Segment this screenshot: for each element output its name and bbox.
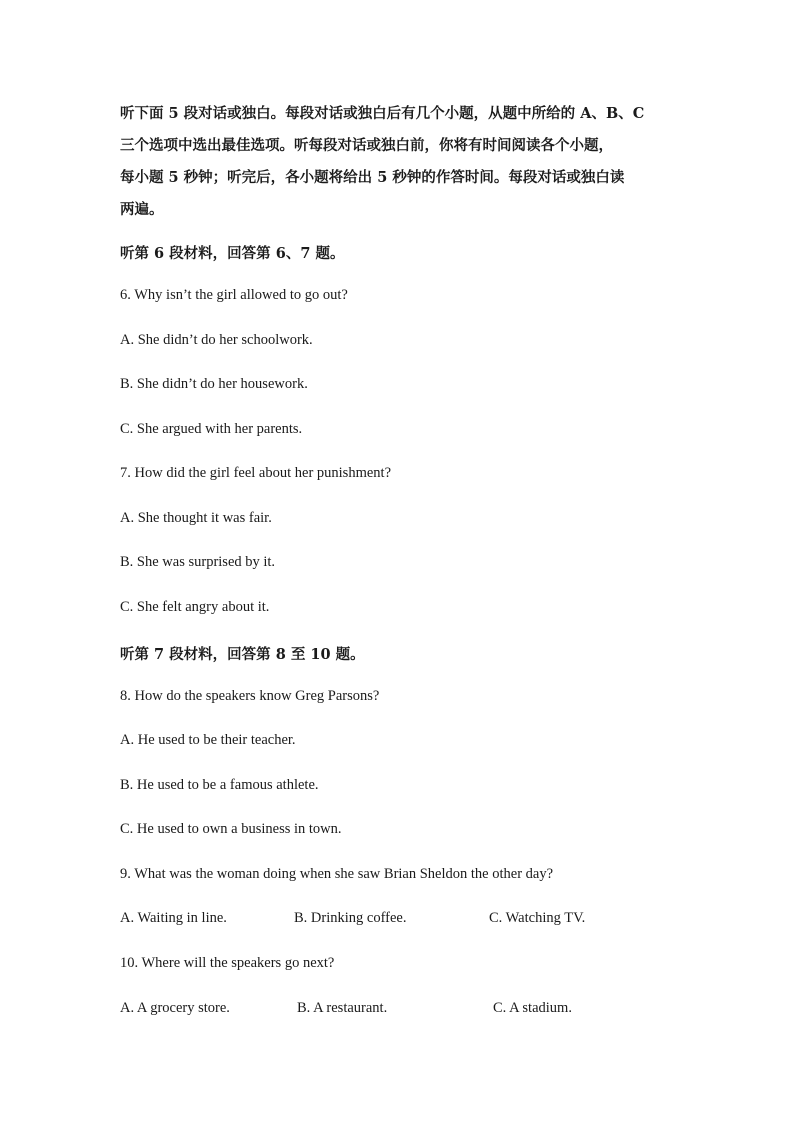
question-8-option-a: A. He used to be their teacher. — [120, 732, 296, 748]
question-9-option-b: B. Drinking coffee. — [294, 910, 407, 926]
question-7-stem: 7. How did the girl feel about her punishment? — [120, 465, 392, 481]
question-9-stem: 9. What was the woman doing when she saw Brian Sheldon the other day? — [120, 866, 554, 882]
question-10-option-a: A. A grocery store. — [120, 1000, 230, 1016]
question-6-option-a: A. She didn’t do her schoolwork. — [120, 332, 313, 348]
question-9-option-a: A. Waiting in line. — [120, 910, 227, 926]
section-7-heading: 听第 7 段材料，回答第 8 至 10 题。 — [120, 646, 365, 663]
question-7-option-b: B. She was surprised by it. — [120, 554, 276, 570]
question-6-stem: 6. Why isn’t the girl allowed to go out? — [120, 287, 348, 303]
directions-line-2: 三个选项中选出最佳选项。听每段对话或独白前，你将有时间阅读各个小题， — [120, 137, 613, 154]
directions-line-3: 每小题 5 秒钟；听完后，各小题将给出 5 秒钟的作答时间。每段对话或独白读 — [120, 169, 625, 186]
question-6-option-b: B. She didn’t do her housework. — [120, 376, 308, 392]
question-8-stem: 8. How do the speakers know Greg Parsons? — [120, 688, 380, 704]
question-6-option-c: C. She argued with her parents. — [120, 421, 303, 437]
question-8-option-b: B. He used to be a famous athlete. — [120, 777, 319, 793]
question-10-stem: 10. Where will the speakers go next? — [120, 955, 335, 971]
question-10-option-b: B. A restaurant. — [297, 1000, 388, 1016]
question-7-option-a: A. She thought it was fair. — [120, 510, 272, 526]
directions-line-1: 听下面 5 段对话或独白。每段对话或独白后有几个小题，从题中所给的 A、B、C — [120, 105, 645, 122]
section-6-heading: 听第 6 段材料，回答第 6、7 题。 — [120, 245, 345, 262]
question-7-option-c: C. She felt angry about it. — [120, 599, 270, 615]
question-10-option-c: C. A stadium. — [493, 1000, 572, 1016]
question-9-option-c: C. Watching TV. — [489, 910, 586, 926]
question-8-option-c: C. He used to own a business in town. — [120, 821, 342, 837]
directions-line-4: 两遍。 — [120, 201, 164, 218]
